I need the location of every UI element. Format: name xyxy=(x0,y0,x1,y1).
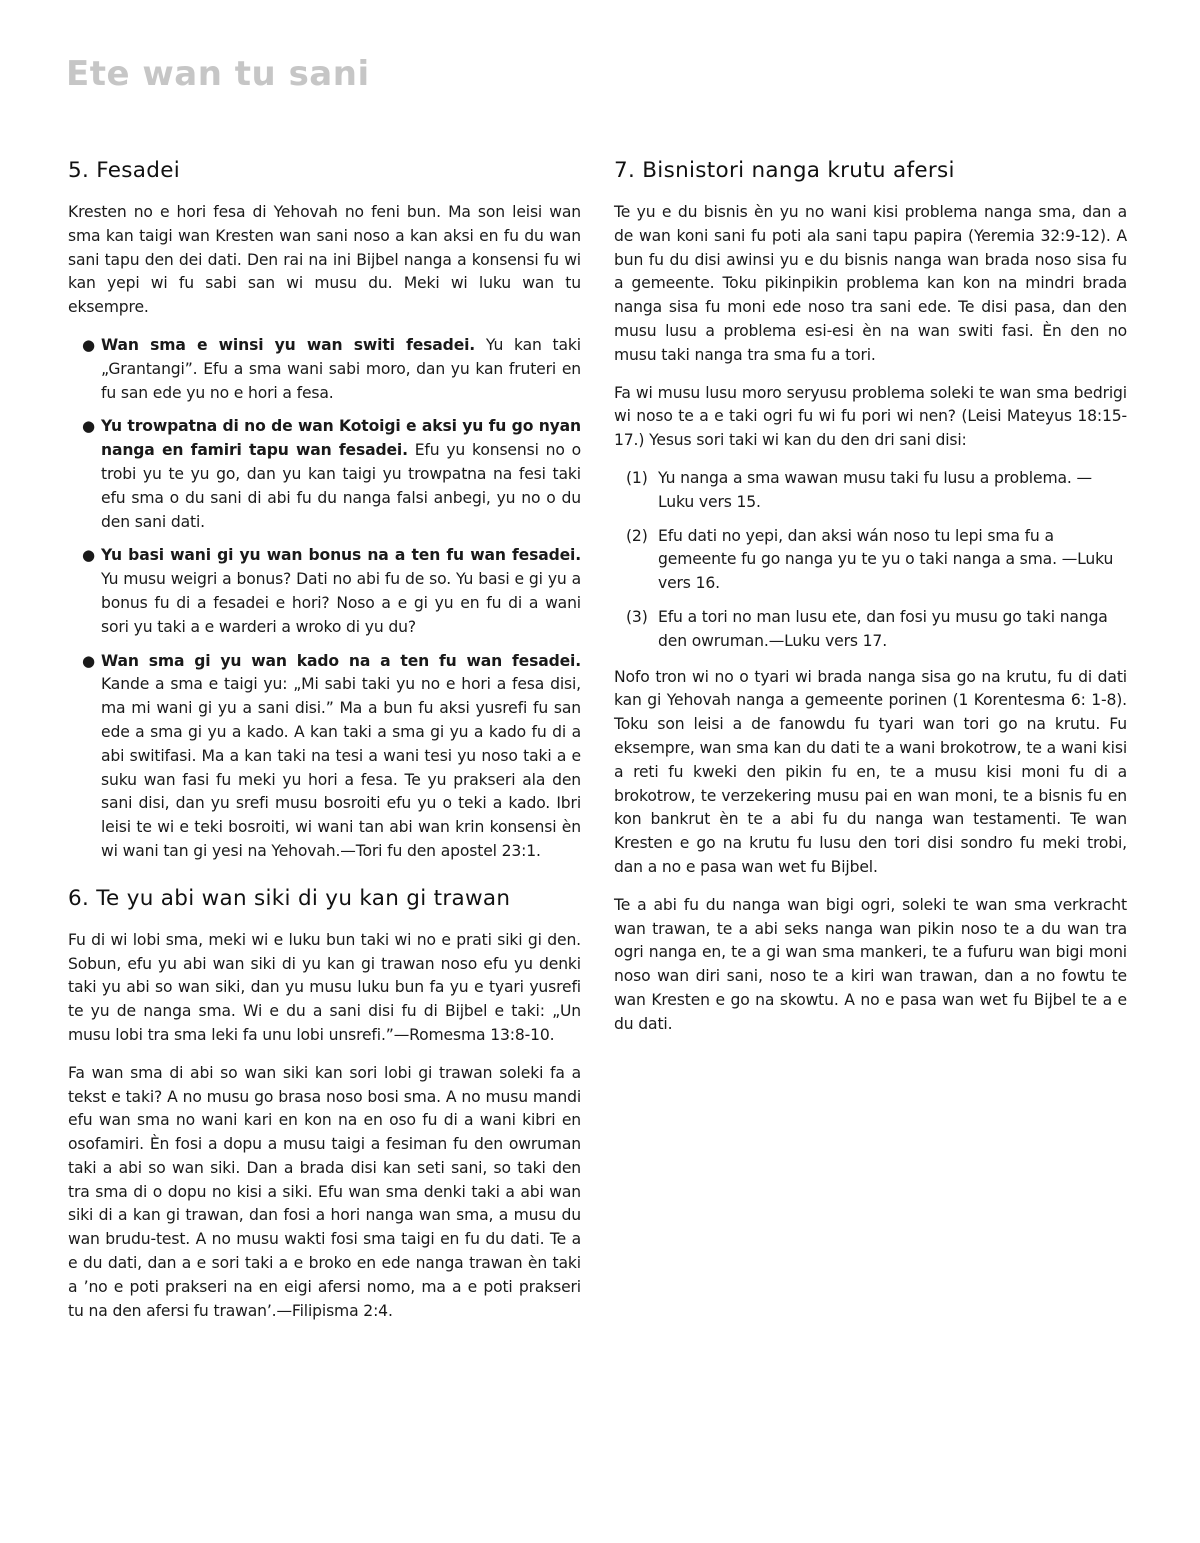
bullet-lead: Yu basi wani gi yu wan bonus na a ten fu wan fesadei. xyxy=(101,546,581,565)
paragraph: Te yu e du bisnis èn yu no wani kisi problema nanga sma, dan a de wan koni sani fu poti ala sani tapu papira (Yeremia 32:9-12). A bun fu du disi awinsi yu e du bisnis nanga wan brada noso sisa fu a gemeente. Toku pikinpikin problema kan kon na mindri brada nanga sisa fu moni ede noso tra sani ede. Te disi pasa, dan den musu lusu a problema esi-esi èn na wan switi fasi. Èn den no musu taki nanga tra sma fu a tori. xyxy=(614,203,1127,364)
bullet-lead: Yu trowpatna di no de wan Kotoigi e aksi yu fu go nyan nanga en famiri tapu wan fesadei. xyxy=(101,417,581,460)
item-number: (2) xyxy=(626,526,648,545)
bullet-dot-icon: ● xyxy=(82,651,95,670)
left-column xyxy=(68,158,581,1337)
paragraph: Nofo tron wi no o tyari wi brada nanga sisa go na krutu, fu di dati kan gi Yehovah nanga a gemeente porinen (1 Korentesma 6: 1-8). Toku son leisi a de fanowdu fu tyari wan tori go na krutu. Fu eksempre, wan sma kan du dati te a wani brokotrow, te a wani kisi a reti fu kweki den pikin fu en, te a musu kisi moni fu di a brokotrow, te verzekering musu pai en wan moni, te a bisnis fu en kon bankrut èn te a abi fu du nanga wan testamenti. Te wan Kresten e go na krutu fu lusu den tori disi sondro fu meki trobi, dan a no e pasa wan wet fu Bijbel. xyxy=(614,667,1127,876)
right-column xyxy=(614,158,1127,1051)
bullet-item xyxy=(82,650,581,864)
bullet-text: Efu yu konsensi no o trobi yu te yu go, dan yu kan taigi yu trowpatna na fesi taki efu sma o du sani di abi fu du nanga falsi anbegi, yu no o du den sani dati. xyxy=(101,441,581,531)
paragraph: Fa wan sma di abi so wan siki kan sori lobi gi trawan soleki fa a tekst e taki? A no musu go brasa noso bosi sma. A no musu mandi efu wan sma no wani kari en kon na en oso fu di a wani kibri en osofamiri. Èn fosi a dopu a musu taigi a fesiman fu den owruman taki a abi so wan siki. Dan a brada disi kan seti sani, so taki den tra sma di o dopu no kisi a siki. Efu wan sma denki taki a abi wan siki di a kan gi trawan, dan fosi a hori nanga wan sma, a musu du wan brudu-test. A no musu wakti fosi sma taigi en fu du dati. Te a e du dati, dan a e sori taki a e broko en ede nanga trawan èn taki a ’no e poti prakseri na en eigi afersi nomo, ma a e poti prakseri tu na den afersi fu trawan’.—Filipisma 2:4. xyxy=(68,1063,581,1320)
section-siki xyxy=(68,886,581,1324)
item-text: Efu dati no yepi, dan aksi wán noso tu lepi sma fu a gemeente fu go nanga yu te yu o taki nanga a sma. —Luku vers 16. xyxy=(658,526,1114,593)
item-number: (1) xyxy=(626,468,648,487)
bullet-dot-icon: ● xyxy=(82,417,95,436)
bullet-lead: Wan sma e winsi yu wan switi fesadei. xyxy=(101,335,476,354)
numbered-item xyxy=(626,525,1127,596)
bullet-item xyxy=(82,544,581,639)
numbered-item xyxy=(626,467,1127,515)
item-number: (3) xyxy=(626,607,648,626)
section-heading: 7. Bisnistori nanga krutu afersi xyxy=(614,158,955,183)
bullet-text: Yu musu weigri a bonus? Dati no abi fu de so. Yu basi e gi yu a bonus fu di a fesadei e hori? Noso a e gi yu en fu di a wani sori yu taki a e warderi a wroko di yu du? xyxy=(101,570,581,636)
paragraph: Fa wi musu lusu moro seryusu problema soleki te wan sma bedrigi wi noso te a e taki ogri fu wi fu pori wi nen? (Leisi Mateyus 18:15-17.) Yesus sori taki wi kan du den dri sani disi: xyxy=(614,383,1127,450)
section-fesadei xyxy=(68,158,581,864)
numbered-item xyxy=(626,606,1127,654)
paragraph: Fu di wi lobi sma, meki wi e luku bun taki wi no e prati siki gi den. Sobun, efu yu abi wan siki di yu kan gi trawan noso efu yu denki taki yu abi so wan siki, dan yu musu luku bun fa yu e tyari yusrefi te yu de nanga sma. Wi e du a sani disi fu di Bijbel e taki: „Un musu lobi tra sma leki fa unu lobi unsrefi.”—Romesma 13:8-10. xyxy=(68,930,581,1044)
bullet-dot-icon: ● xyxy=(82,546,95,565)
bullet-dot-icon: ● xyxy=(82,335,95,354)
bullet-item xyxy=(82,415,581,534)
numbered-list xyxy=(614,467,1127,654)
item-text: Efu a tori no man lusu ete, dan fosi yu musu go taki nanga den owruman.—Luku vers 17. xyxy=(658,607,1108,650)
bullet-list xyxy=(68,334,581,864)
section-intro: Kresten no e hori fesa di Yehovah no feni bun. Ma son leisi wan sma kan taigi wan Kresten wan sani noso a kan aksi en fu du wan sani tapu den dei dati. Den rai na ini Bijbel nanga a konsensi fu wi kan yepi wi fu sabi san wi musu du. Meki wi luku wan tu eksempre. xyxy=(68,203,581,317)
bullet-item xyxy=(82,334,581,405)
section-heading: 6. Te yu abi wan siki di yu kan gi trawan xyxy=(68,885,511,911)
bullet-text: Yu kan taki „Grantangi”. Efu a sma wani sabi moro, dan yu kan fruteri en fu san ede yu no e hori a fesa. xyxy=(101,335,581,402)
paragraph: Te a abi fu du nanga wan bigi ogri, soleki te wan sma verkracht wan trawan, te a abi seks nanga wan pikin noso te a du wan tra ogri nanga en, te a gi wan sma mankeri, te a fufuru wan bigi moni noso wan diri sani, noso te a kiri wan trawan, dan a no fowtu te wan Kresten e go na skowtu. A no e pasa wan wet fu Bijbel te a e du dati. xyxy=(614,895,1127,1033)
section-heading: 5. Fesadei xyxy=(68,158,180,183)
item-text: Yu nanga a sma wawan musu taki fu lusu a problema. —Luku vers 15. xyxy=(658,468,1092,511)
section-bisnistori xyxy=(614,158,1127,1037)
running-head: Ete wan tu sani xyxy=(66,54,370,94)
bullet-text: Kande a sma e taigi yu: „Mi sabi taki yu no e hori a fesa disi, ma mi wani gi yu a sani disi.” Ma a bun fu aksi yusrefi fu san ede a sma gi yu a kado. A kan taki a sma gi yu a kado fu di a abi switifasi. Ma a kan taki na tesi a wani tesi yu noso taki a e suku wan fasi fu meki yu hori a fesa. Te yu prakseri ala den sani disi, dan yu srefi musu bosroiti efu yu o teki a kado. Ibri leisi te wi e teki bosroiti, wi wani tan abi wan krin konsensi èn wi wani tan gi yesi na Yehovah.—Tori fu den apostel 23:1. xyxy=(101,675,581,860)
bullet-lead: Wan sma gi yu wan kado na a ten fu wan fesadei. xyxy=(101,651,581,670)
